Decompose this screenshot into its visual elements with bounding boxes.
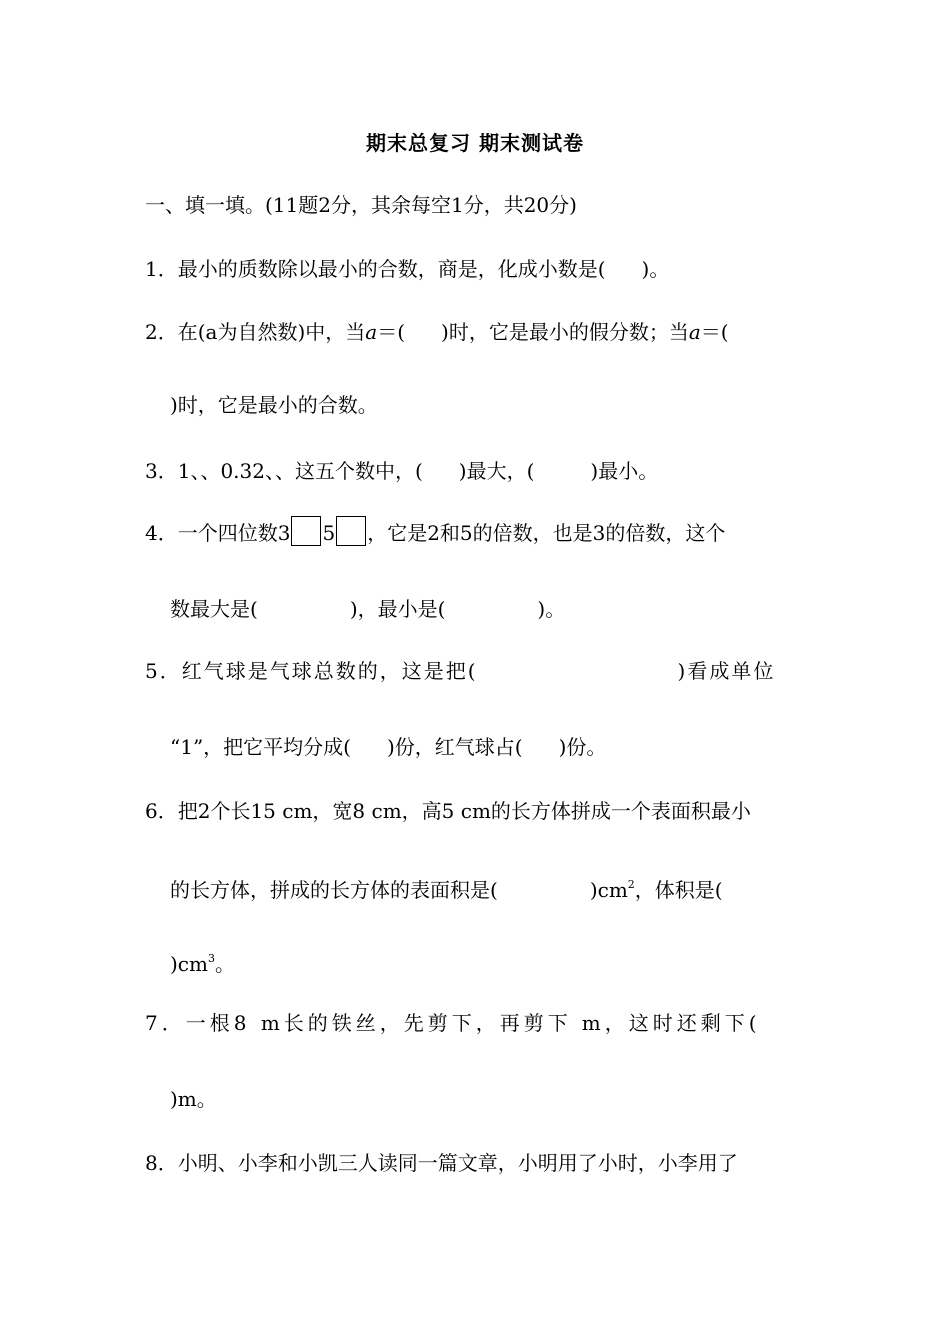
question-7-continued: )m。 <box>170 1087 217 1111</box>
question-text: ，它是2和5的倍数，也是3的倍数，这个 <box>367 521 726 545</box>
superscript: 3 <box>207 952 215 965</box>
question-5 <box>145 656 775 686</box>
question-text: 红气球是气球总数的，这是把( <box>181 659 478 683</box>
question-3 <box>145 456 658 486</box>
question-text: 。 <box>214 952 235 976</box>
question-number: 6． <box>145 799 178 823</box>
question-text: 最小的质数除以最小的合数，商是，化成小数是( <box>177 257 606 281</box>
variable-a: a <box>365 320 378 344</box>
question-text: )份，红气球占( <box>386 735 523 759</box>
question-text: 一个四位数3 <box>177 521 291 545</box>
question-text: 的长方体，拼成的长方体的表面积是( <box>170 878 498 902</box>
question-number: 4． <box>145 521 178 545</box>
question-text: 把2个长15 cm，宽8 cm，高5 cm的长方体拼成一个表面积最小 <box>177 799 751 823</box>
question-5-continued <box>170 732 606 762</box>
question-number: 1． <box>145 257 178 281</box>
question-number: 3． <box>145 459 178 483</box>
question-text: 在(a为自然数)中，当 <box>177 320 366 344</box>
question-text: )最小。 <box>590 459 659 483</box>
question-number: 7． <box>145 1011 186 1035</box>
question-text: )最大，( <box>458 459 535 483</box>
digit-box <box>336 516 366 546</box>
question-text: )。 <box>537 597 566 621</box>
superscript: 2 <box>627 878 635 891</box>
question-text: ＝( <box>377 320 406 344</box>
question-text: )份。 <box>558 735 607 759</box>
question-6 <box>145 796 751 826</box>
question-number: 2． <box>145 320 178 344</box>
question-text-end: )。 <box>641 257 670 281</box>
question-6-continued <box>170 870 723 905</box>
question-7 <box>145 1008 761 1038</box>
variable-a: a <box>688 320 701 344</box>
question-6-continued-2 <box>170 944 235 979</box>
question-number: 5． <box>145 659 182 683</box>
question-text: )cm <box>170 952 208 976</box>
question-8 <box>145 1148 738 1178</box>
question-text: )cm <box>589 878 628 902</box>
question-text: m，这时还剩下( <box>581 1011 761 1035</box>
question-2 <box>145 317 729 347</box>
question-text: “1”，把它平均分成( <box>170 735 351 759</box>
question-2-continued: )时，它是最小的合数。 <box>170 393 378 417</box>
question-text: 5 <box>322 521 336 545</box>
question-text: )时，它是最小的假分数；当 <box>441 320 689 344</box>
page-title: 期末总复习 期末测试卷 <box>366 131 584 155</box>
section-heading: 一、填一填。(11题2分，其余每空1分，共20分) <box>145 193 577 217</box>
question-text: 小明、小李和小凯三人读同一篇文章，小明用了小时，小李用了 <box>177 1151 738 1175</box>
question-text: )看成单位 <box>677 659 776 683</box>
question-text: ，体积是( <box>634 878 723 902</box>
question-text: 一根8 m长的铁丝，先剪下，再剪下 <box>185 1011 572 1035</box>
question-text: ＝( <box>700 320 729 344</box>
question-text: 数最大是( <box>170 597 258 621</box>
digit-box <box>291 516 321 546</box>
question-4-continued <box>170 594 565 624</box>
question-text: 1、、0.32、、这五个数中，( <box>177 459 423 483</box>
question-4 <box>145 516 725 548</box>
question-number: 8． <box>145 1151 178 1175</box>
question-text: )，最小是( <box>349 597 446 621</box>
question-1 <box>145 254 669 284</box>
